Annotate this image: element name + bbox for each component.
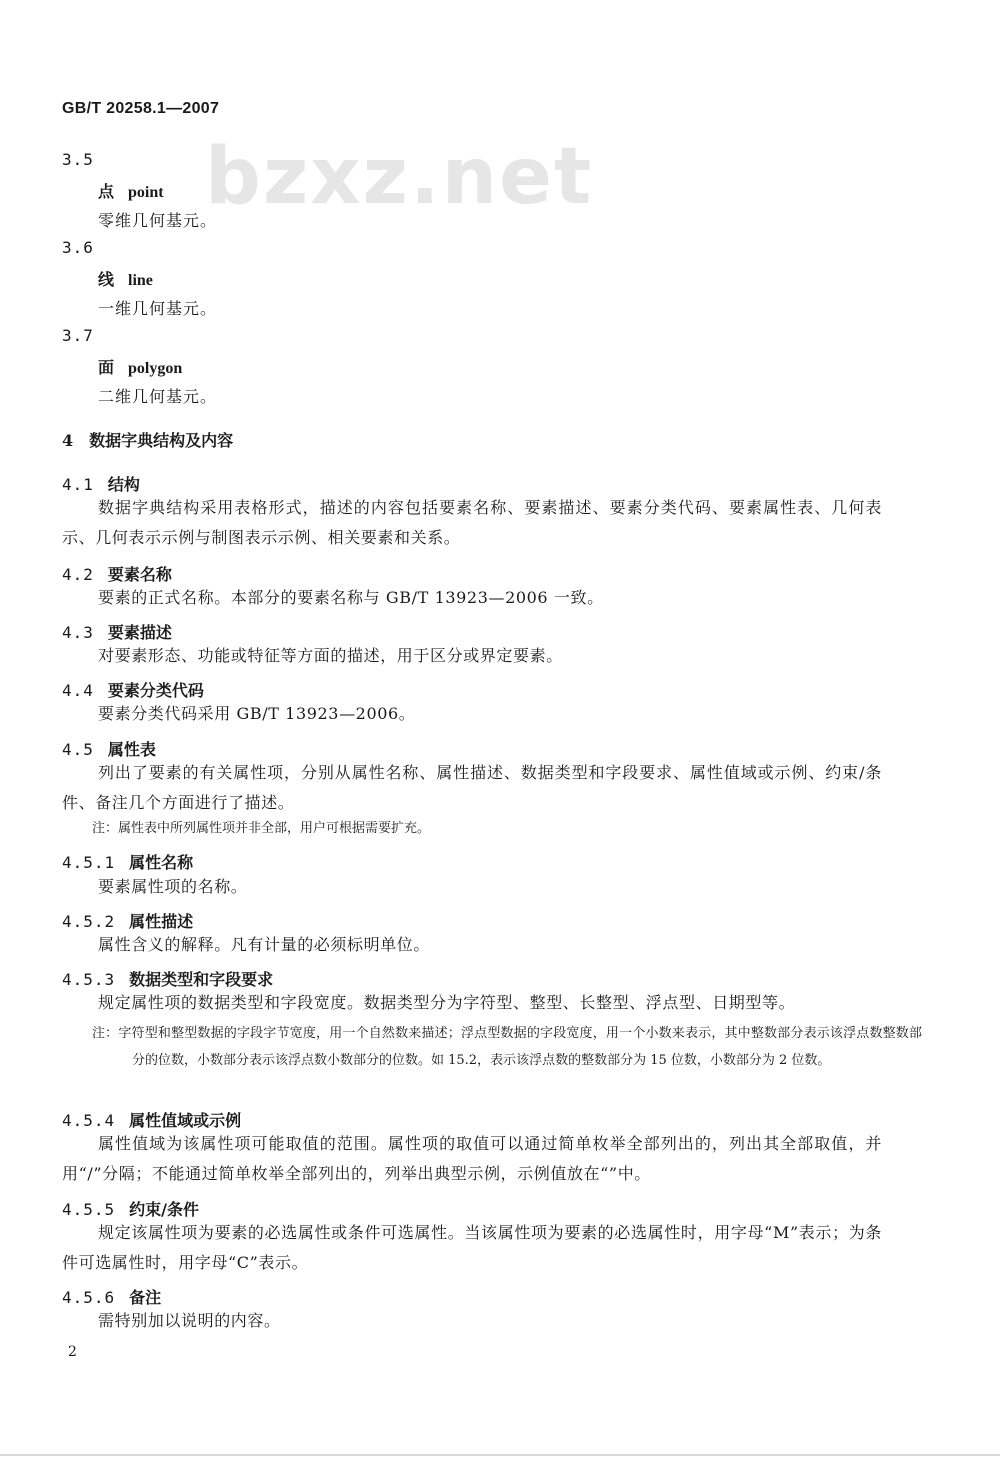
section-number: 4.4 [62, 681, 94, 700]
term-zh: 面 [98, 358, 115, 377]
term-zh: 点 [98, 182, 115, 201]
section-number: 4.5.3 [62, 970, 116, 989]
term-en: point [128, 184, 164, 201]
term-definition: 一维几何基元。 [98, 299, 218, 318]
section-heading [62, 1285, 161, 1308]
chapter-heading: 4 数据字典结构及内容 [62, 431, 234, 450]
term-heading [98, 179, 164, 202]
section-title: 属性表 [107, 740, 156, 759]
section-number: 4.2 [62, 565, 94, 584]
section-body: 属性含义的解释。凡有计量的必须标明单位。 [98, 935, 431, 954]
section-title: 约束/条件 [129, 1200, 200, 1219]
term-number: 3.7 [62, 326, 94, 345]
section-number: 4.5.5 [62, 1200, 116, 1219]
section-title: 要素名称 [107, 565, 172, 584]
term-definition: 二维几何基元。 [98, 387, 218, 406]
page-number: 2 [68, 1344, 77, 1360]
watermark: bzxz.net [205, 132, 594, 222]
section-heading [62, 909, 193, 932]
term-en: line [128, 272, 153, 289]
section-body: 要素分类代码采用 GB/T 13923—2006。 [98, 704, 416, 723]
section-number: 4.3 [62, 623, 94, 642]
section-heading [62, 1108, 241, 1131]
section-body: 数据字典结构采用表格形式，描述的内容包括要素名称、要素描述、要素分类代码、要素属性表、几何表示、几何表示示例与制图表示示例、相关要素和关系。 [62, 498, 882, 547]
section-title: 数据类型和字段要求 [129, 970, 274, 989]
section-heading [62, 678, 204, 701]
section-note: 注：属性表中所列属性项并非全部，用户可根据需要扩充。 [92, 821, 431, 836]
standard-header: GB/T 20258.1—2007 [62, 100, 220, 117]
section-number: 4.5.2 [62, 912, 116, 931]
section-title: 属性描述 [129, 912, 194, 931]
section-body: 要素的正式名称。本部分的要素名称与 GB/T 13923—2006 一致。 [98, 588, 604, 607]
section-heading [62, 620, 172, 643]
section-number: 4.5.6 [62, 1288, 116, 1307]
section-title: 要素分类代码 [107, 681, 204, 700]
section-heading [62, 737, 156, 760]
section-body: 规定属性项的数据类型和字段宽度。数据类型分为字符型、整型、长整型、浮点型、日期型等。 [98, 993, 796, 1012]
section-title: 结构 [107, 475, 140, 494]
section-heading [62, 1197, 199, 1220]
section-number: 4.5 [62, 740, 94, 759]
term-number: 3.6 [62, 238, 94, 257]
section-heading [62, 850, 193, 873]
section-title: 要素描述 [107, 623, 172, 642]
page-bottom-divider [0, 1454, 1000, 1456]
term-definition: 零维几何基元。 [98, 211, 218, 230]
section-title: 属性名称 [129, 853, 194, 872]
section-note: 注：字符型和整型数据的字段字节宽度，用一个自然数来描述；浮点型数据的字段宽度，用一个小数来表示，其中整数部分表示该浮点数整数部分的位数，小数部分表示该浮点数小数部分的位数。如 15.2，表示该浮点数的整数部分为 15 位数，小数部分为 2 位数。 [92, 1026, 922, 1068]
section-body: 要素属性项的名称。 [98, 877, 248, 896]
section-title: 备注 [129, 1288, 162, 1307]
section-body: 规定该属性项为要素的必选属性或条件可选属性。当该属性项为要素的必选属性时，用字母“M”表示；为条件可选属性时，用字母“C”表示。 [62, 1223, 882, 1272]
section-number: 4.5.1 [62, 853, 116, 872]
section-heading [62, 472, 140, 495]
section-heading [62, 562, 172, 585]
section-heading [62, 967, 273, 990]
term-number: 3.5 [62, 150, 94, 169]
section-body: 列出了要素的有关属性项，分别从属性名称、属性描述、数据类型和字段要求、属性值域或示例、约束/条件、备注几个方面进行了描述。 [62, 763, 882, 812]
section-number: 4.5.4 [62, 1111, 116, 1130]
section-body: 需特别加以说明的内容。 [98, 1311, 281, 1330]
section-title: 属性值域或示例 [129, 1111, 242, 1130]
term-heading [98, 355, 182, 378]
section-number: 4.1 [62, 475, 94, 494]
section-body: 属性值域为该属性项可能取值的范围。属性项的取值可以通过简单枚举全部列出的，列出其全部取值，并用“/”分隔；不能通过简单枚举全部列出的，列举出典型示例，示例值放在“”中。 [62, 1134, 882, 1183]
term-heading [98, 267, 153, 290]
term-zh: 线 [98, 270, 115, 289]
section-body: 对要素形态、功能或特征等方面的描述，用于区分或界定要素。 [98, 646, 563, 665]
term-en: polygon [128, 360, 183, 377]
